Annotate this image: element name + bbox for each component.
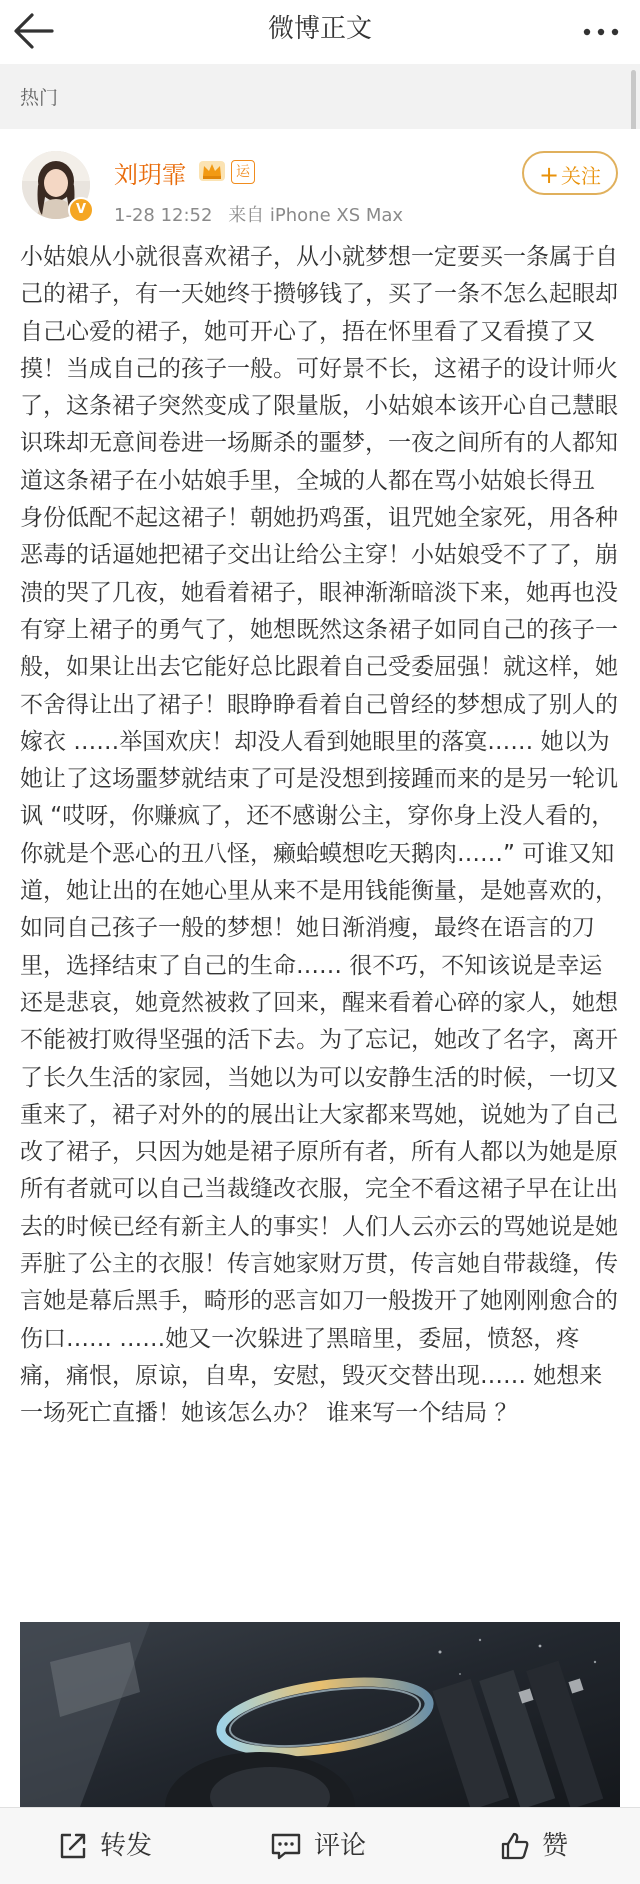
follow-label: 关注 [561, 164, 602, 188]
comment-label: 评论 [314, 1831, 367, 1861]
verified-v-icon: V [68, 197, 94, 223]
post-meta [114, 201, 413, 227]
more-button[interactable] [576, 8, 626, 56]
follow-button[interactable] [522, 151, 618, 195]
repost-button[interactable] [58, 1808, 178, 1884]
top-nav-bar [0, 0, 640, 65]
post-header [0, 129, 640, 239]
plus-icon: + [538, 161, 560, 189]
comment-icon [270, 1831, 302, 1861]
like-label: 赞 [542, 1831, 569, 1861]
bottom-action-bar [0, 1807, 640, 1884]
thumbs-up-icon [500, 1831, 530, 1861]
post-time: 1-28 12:52 [114, 205, 213, 226]
scrollbar-thumb[interactable] [631, 70, 636, 135]
section-header [0, 64, 640, 129]
section-label-hot: 热门 [20, 87, 59, 109]
like-button[interactable] [500, 1808, 600, 1884]
post-photo-image[interactable] [20, 1622, 620, 1807]
page-title: 微博正文 [267, 14, 372, 44]
post-text: 小姑娘从小就很喜欢裙子，从小就梦想一定要买一条属于自己的裙子，有一天她终于攒够钱了，买了一条不怎么起眼却自己心爱的裙子，她可开心了，捂在怀里看了又看摸了又摸！当成自己的孩子一般。可好景不长，这裙子的设计师火了，这条裙子突然变成了限量版，小姑娘本该开心自己慧眼识珠却无意间卷进一场厮杀的噩梦，一夜之间所有的人都知道这条裙子在小姑娘手里，全城的人都在骂小姑娘长得丑 身份低配不起这裙子！朝她扔鸡蛋，诅咒她全家死，用各种恶毒的话逼她把裙子交出让给公主穿！小姑娘受不了了，崩溃的哭了几夜，她看着裙子，眼神渐渐暗淡下来，她再也没有穿上裙子的勇气了，她想既然这条裙子如同自己的孩子一般，如果让出去它能好总比跟着自己受委屈强！就这样，她不舍得让出了裙子！眼睁睁看着自己曾经的梦想成了别人的嫁衣 ……举国欢庆！却没人看到她眼里的落寞…… 她以为她让了这场噩梦就结束了可是没想到接踵而来的是另一轮讥讽 “哎呀，你赚疯了，还不感谢公主，穿你身上没人看的，你就是个恶心的丑八怪，癞蛤蟆想吃天鹅肉……” 可谁又知道，她让出的在她心里从来不是用钱能衡量，是她喜欢的，如同自己孩子一般的梦想！她日渐消瘦，最终在语言的刀里，选择结束了自己的生命…… 很不巧，不知该说是幸运还是悲哀，她竟然被救了回来，醒来看着心碎的家人，她想不能被打败得坚强的活下去。为了忘记，她改了名字，离开了长久生活的家园，当她以为可以安静生活的时候，一切又重来了，裙子对外的的展出让大家都来骂她，说她为了自己改了裙子，只因为她是裙子原所有者，所有人都以为她是原所有者就可以自己当裁缝改衣服，完全不看这裙子早在让出去的时候已经有新主人的事实！人们人云亦云的骂她说是她弄脏了公主的衣服！传言她家财万贯，传言她自带裁缝，传言她是幕后黑手，畸形的恶言如刀一般拨开了她刚刚愈合的伤口…… ……她又一次躲进了黑暗里，委屈，愤怒，疼痛，痛恨，原谅，自卑，安慰，毁灭交替出现…… 她想来一场死亡直播！她该怎么办？ 谁来写一个结局 ？ [20, 244, 618, 1427]
post-source: 来自 iPhone XS Max [228, 205, 404, 226]
post-photo-art [20, 1622, 620, 1807]
comment-button[interactable] [270, 1808, 390, 1884]
repost-label: 转发 [100, 1831, 153, 1861]
level-badge-icon: 运 [231, 160, 255, 184]
crown-icon [198, 159, 226, 183]
author-name[interactable]: 刘玥霏 [114, 161, 186, 189]
repost-icon [58, 1831, 88, 1861]
more-dots-icon [576, 8, 626, 56]
